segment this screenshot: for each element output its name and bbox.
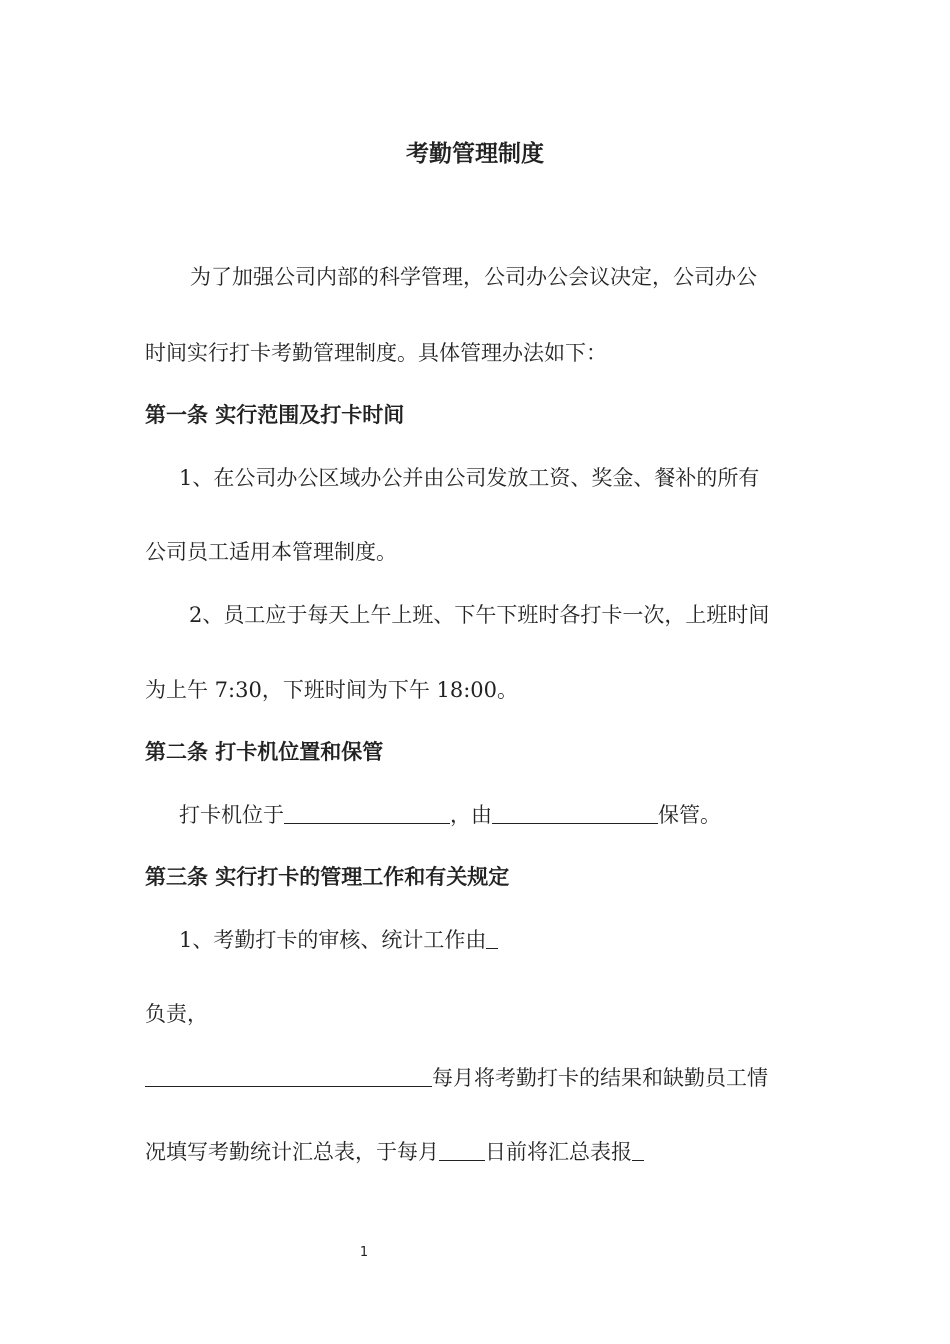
article-1-item-1-line-2: 公司员工适用本管理制度。 (145, 540, 397, 564)
article-2-text-a: 打卡机位于 (179, 803, 284, 827)
article-2-text-b: ，由 (450, 803, 492, 827)
article-1-item-2-line-2: 为上午 7:30，下班时间为下午 18:00。 (145, 678, 519, 702)
custodian-blank (492, 801, 658, 824)
article-2-text (179, 800, 721, 830)
article-3-item-1-line-3 (145, 1063, 768, 1093)
location-blank (284, 801, 450, 824)
article-3-heading: 第三条 实行打卡的管理工作和有关规定 (145, 865, 510, 889)
article-3-item-1-line-4-a: 况填写考勤统计汇总表，于每月 (145, 1140, 439, 1164)
article-2-text-c: 保管。 (658, 803, 721, 827)
article-3-item-1-line-4 (145, 1137, 644, 1167)
responsible-blank (145, 1064, 432, 1087)
article-1-heading: 第一条 实行范围及打卡时间 (145, 403, 405, 427)
day-blank (439, 1138, 485, 1161)
article-1-item-2-line-1: 2、员工应于每天上午上班、下午下班时各打卡一次，上班时间 (189, 603, 770, 627)
article-2-heading: 第二条 打卡机位置和保管 (145, 740, 384, 764)
article-3-item-1-line-3-text: 每月将考勤打卡的结果和缺勤员工情 (432, 1066, 768, 1090)
intro-line-1: 为了加强公司内部的科学管理，公司办公会议决定，公司办公 (190, 265, 757, 289)
page-number: 1 (359, 1245, 369, 1260)
article-3-item-1-line-2: 负责， (145, 1002, 208, 1026)
document-title: 考勤管理制度 (406, 141, 544, 167)
reviewer-blank (486, 926, 498, 949)
article-3-item-1-line-4-b: 日前将汇总表报 (485, 1140, 632, 1164)
article-3-item-1-text: 1、考勤打卡的审核、统计工作由 (179, 928, 487, 952)
article-1-item-1-line-1: 1、在公司办公区域办公并由公司发放工资、奖金、餐补的所有 (179, 466, 760, 490)
article-3-item-1-line-1 (179, 925, 498, 955)
intro-line-2: 时间实行打卡考勤管理制度。具体管理办法如下： (145, 341, 607, 365)
report-to-blank (632, 1138, 644, 1161)
